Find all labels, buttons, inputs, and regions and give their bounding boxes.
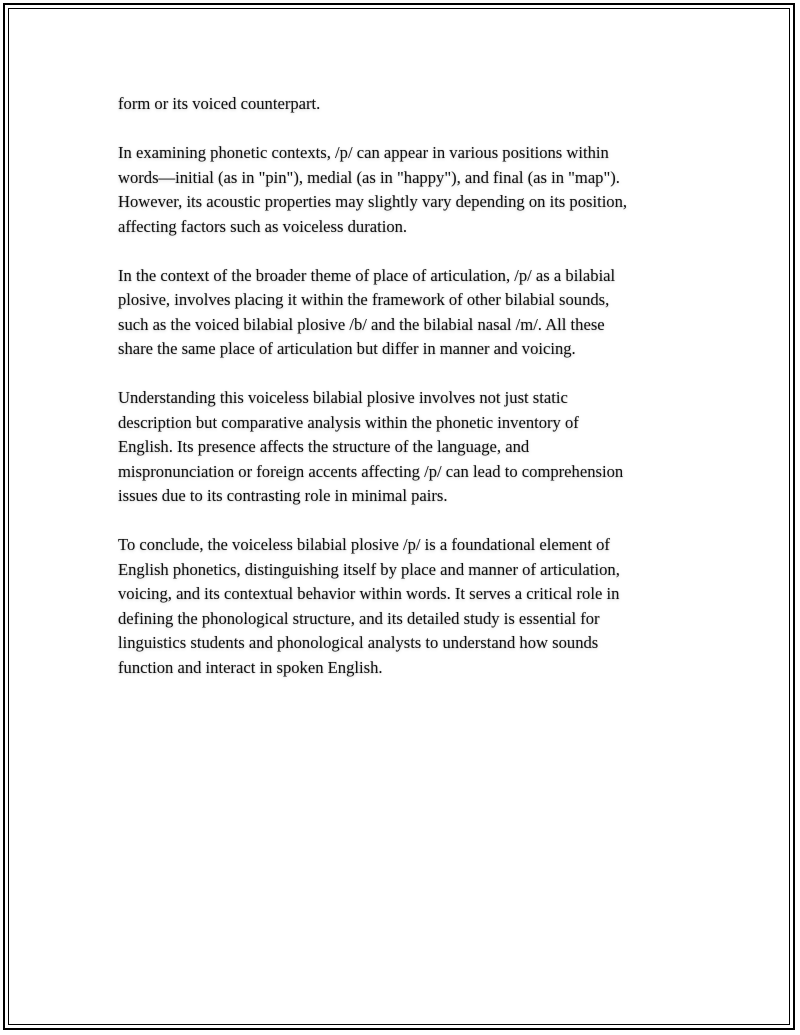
paragraph-conclusion: To conclude, the voiceless bilabial plosive /p/ is a foundational element of English phonetics, distinguishing itself by place and manner of articulation, voicing, and its contextual behavior within words. It serves a critical role in defining the phonological structure, and its detailed study is essential for linguistics students and phonological analysts to understand how sounds function and interact in spoken English. xyxy=(118,535,620,677)
paragraph-phonetic-contexts: In examining phonetic contexts, /p/ can appear in various positions within words—initial (as in "pin"), medial (as in "happy"), and final (as in "map"). However, its acoustic properties may slightly vary depending on its position, affecting factors such as voiceless duration. xyxy=(118,143,628,236)
document-body xyxy=(118,92,683,705)
paragraph-place-of-articulation: In the context of the broader theme of place of articulation, /p/ as a bilabial plosive, involves placing it within the framework of other bilabial sounds, such as the voiced bilabial plosive /b/ and the bilabial nasal /m/. All these share the same place of articulation but differ in manner and voicing. xyxy=(118,265,616,358)
paragraph-continuation: form or its voiced counterpart. xyxy=(118,94,321,113)
paragraph-comparative-analysis: Understanding this voiceless bilabial plosive involves not just static description but comparative analysis within the phonetic inventory of English. Its presence affects the structure of the language, and mispronunciation or foreign accents affecting /p/ can lead to comprehension issues due to its contrasting role in minimal pairs. xyxy=(118,388,624,505)
